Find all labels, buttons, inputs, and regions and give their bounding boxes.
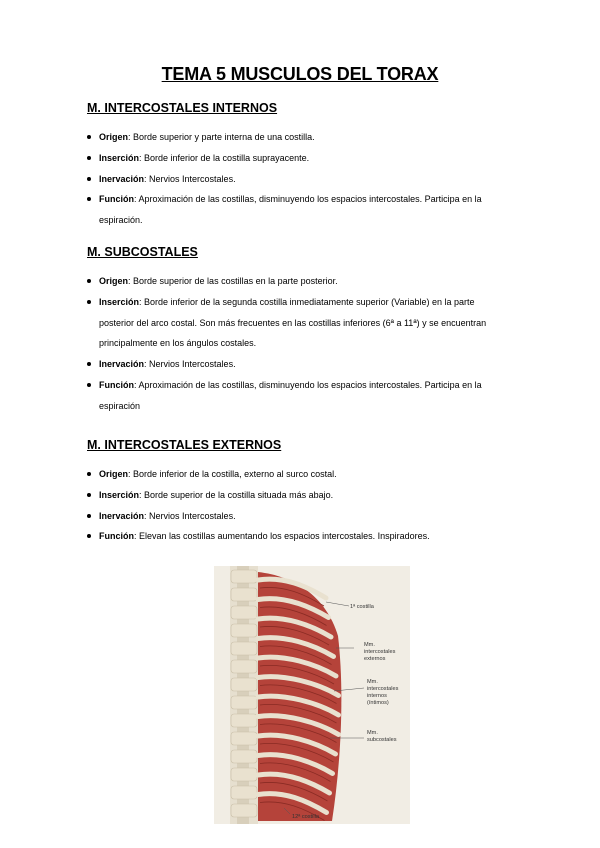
item-text: : Elevan las costillas aumentando los espacios intercostales. Inspiradores. — [134, 531, 430, 542]
vertebra — [231, 588, 257, 601]
bullet-icon — [87, 279, 91, 283]
bullet-icon — [87, 135, 91, 139]
section-heading-intercostales-internos: M. INTERCOSTALES INTERNOS — [87, 101, 278, 115]
bullet-icon — [87, 514, 91, 518]
item-text: : Borde inferior de la costilla, externo al surco costal. — [128, 469, 337, 479]
bullet-icon — [87, 534, 91, 538]
item-text: : Aproximación de las costillas, disminuyendo los espacios intercostales. Participa en la espiración — [99, 379, 482, 411]
list-item — [87, 189, 512, 231]
vertebra — [231, 804, 257, 817]
item-label: Inserción — [99, 296, 140, 307]
label-ext-3: externos — [364, 656, 386, 662]
bullet-icon — [87, 362, 91, 366]
list-item — [87, 526, 512, 547]
item-text: : Nervios Intercostales. — [144, 173, 236, 184]
list-item — [87, 464, 512, 485]
section-heading-subcostales: M. SUBCOSTALES — [87, 245, 198, 259]
item-text: : Nervios Intercostales. — [144, 359, 236, 370]
label-first-rib: 1ª costilla — [350, 604, 374, 610]
vertebra — [231, 750, 257, 763]
bullet-icon — [87, 472, 91, 476]
item-label: Inervación — [99, 173, 145, 184]
vertebra — [231, 570, 257, 583]
vertebra — [231, 714, 257, 727]
label-int-3: internos — [367, 693, 387, 699]
item-label: Inervación — [99, 510, 145, 521]
thorax-illustration-svg — [214, 566, 410, 824]
label-ext-2: intercostales — [364, 649, 396, 655]
label-sub-2: subcostales — [367, 737, 397, 743]
bullet-list-intercostales-externos — [87, 464, 512, 547]
list-item — [87, 506, 512, 527]
section-heading-intercostales-externos: M. INTERCOSTALES EXTERNOS — [87, 438, 282, 452]
item-text: : Borde superior de las costillas en la parte posterior. — [128, 276, 338, 286]
item-label: Función — [99, 194, 134, 205]
label-twelfth-rib: 12ª costilla — [292, 814, 319, 820]
label-sub-1: Mm. — [367, 730, 378, 736]
label-int-2: intercostales — [367, 686, 399, 692]
vertebral-canal — [237, 566, 249, 824]
item-text: : Aproximación de las costillas, disminuyendo los espacios intercostales. Participa en la espiración. — [99, 194, 482, 226]
list-item — [87, 169, 512, 190]
item-label: Función — [99, 379, 134, 390]
list-item — [87, 148, 512, 169]
list-item — [87, 127, 512, 148]
list-item — [87, 375, 512, 417]
item-text: : Borde superior de la costilla situada más abajo. — [139, 489, 334, 500]
list-item — [87, 485, 512, 506]
vertebra — [231, 606, 257, 619]
bullet-icon — [87, 300, 91, 304]
list-item — [87, 292, 512, 354]
vertebra — [231, 768, 257, 781]
item-label: Origen — [99, 469, 129, 479]
bullet-icon — [87, 156, 91, 160]
label-int-1: Mm. — [367, 679, 378, 685]
vertebra — [231, 678, 257, 691]
item-label: Origen — [99, 132, 129, 142]
label-int-4: (íntimos) — [367, 700, 389, 706]
bullet-icon — [87, 197, 91, 201]
thorax-muscles-illustration — [214, 566, 410, 824]
bullet-list-intercostales-internos — [87, 127, 512, 231]
item-label: Inserción — [99, 152, 140, 163]
item-label: Inserción — [99, 489, 140, 500]
bullet-icon — [87, 177, 91, 181]
bullet-icon — [87, 383, 91, 387]
list-item — [87, 354, 512, 375]
vertebra — [231, 642, 257, 655]
page-title: TEMA 5 MUSCULOS DEL TORAX — [161, 64, 439, 84]
item-text: : Borde inferior de la segunda costilla inmediatamente superior (Variable) en la parte posterior del arco costal. Son más frecuentes en las costillas inferiores (6ª a 11ª) y se encuentran principalmente en los ángulos costales. — [99, 296, 487, 349]
item-text: : Borde superior y parte interna de una costilla. — [128, 132, 315, 142]
label-ext-1: Mm. — [364, 642, 375, 648]
bullet-icon — [87, 493, 91, 497]
item-label: Inervación — [99, 359, 145, 370]
vertebra — [231, 624, 257, 637]
item-text: : Borde inferior de la costilla suprayacente. — [139, 152, 310, 163]
item-label: Origen — [99, 276, 129, 286]
vertebra — [231, 786, 257, 799]
item-text: : Nervios Intercostales. — [144, 510, 236, 521]
item-label: Función — [99, 531, 134, 542]
vertebra — [231, 660, 257, 673]
vertebra — [231, 732, 257, 745]
vertebra — [231, 696, 257, 709]
bullet-list-subcostales — [87, 271, 512, 417]
list-item — [87, 271, 512, 292]
